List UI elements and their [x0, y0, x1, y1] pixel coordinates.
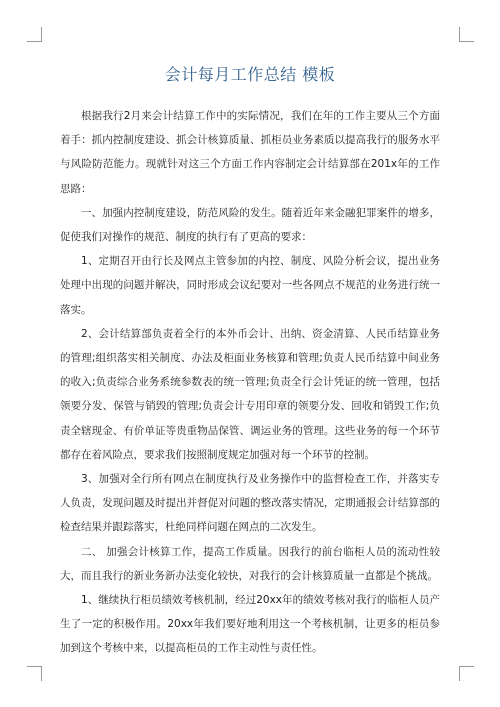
paragraph-section-1: 一、加强内控制度建设，防范风险的发生。随着近年来金融犯罪案件的增多，促使我们对操作的规范、制度的执行有了更高的要求：: [60, 206, 440, 244]
paragraph-item-2-1: 1、继续执行柜员绩效考核机制，经过20xx年的绩效考核对我行的临柜人员产生了一定的积极作用。20xx年我们要好地利用这一个考核机制，让更多的柜员参加到这个考核中来，以提高柜员的工作主动性与责任性。: [60, 594, 440, 655]
document-title: 会计每月工作总结 模板: [164, 65, 336, 84]
paragraph-intro: 根据我行2月来会计结算工作中的实际情况，我们在年的工作主要从三个方面着手：抓内控制度建设、抓会计核算质量、抓柜员业务素质以提高我行的服务水平与风险防范能力。现就针对这三个方面工作内容制定会计结算部在201x年的工作思路：: [60, 110, 440, 195]
paragraph-item-1-2: 2、会计结算部负责着全行的本外币会计、出纳、资金清算、人民币结算业务的管理;组织落实相关制度、办法及柜面业务核算和管理;负责人民币结算中间业务的收入;负责综合业务系统参数表的统一管理;负责全行会计凭证的统一管理，包括领要分发、保管与销毁的管理;负责会计专用印章的领要分发、回收和销毁工作;负责全辖现金、有价单证等贵重物品保管、调运业务的管理。这些业务的每一个环节都存在着风险点，要求我们按照制度规定加强对每一个环节的控制。: [60, 327, 440, 461]
crop-mark-bottom-right: [459, 666, 474, 681]
paragraph-item-1-3: 3、加强对全行所有网点在制度执行及业务操作中的监督检查工作，并落实专人负责，发现问题及时提出并督促对问题的整改落实情况，定期通报会计结算部的检查结果并跟踪落实，杜绝同样问题在网点的二次发生。: [60, 473, 440, 534]
crop-mark-top-left: [27, 27, 42, 42]
crop-mark-top-right: [459, 27, 474, 42]
paragraph-item-1-1: 1、定期召开由行长及网点主管参加的内控、制度、风险分析会议，提出业务处理中出现的问题并解决，同时形成会议纪要对一些各网点不规范的业务进行统一落实。: [60, 255, 440, 316]
crop-mark-bottom-left: [27, 666, 42, 681]
paragraph-section-2: 二、 加强会计核算工作，提高工作质量。因我行的前台临柜人员的流动性较大，而且我行的新业务新办法变化较快，对我行的会计核算质量一直都是个挑战。: [60, 545, 440, 582]
document-body: [60, 104, 440, 661]
